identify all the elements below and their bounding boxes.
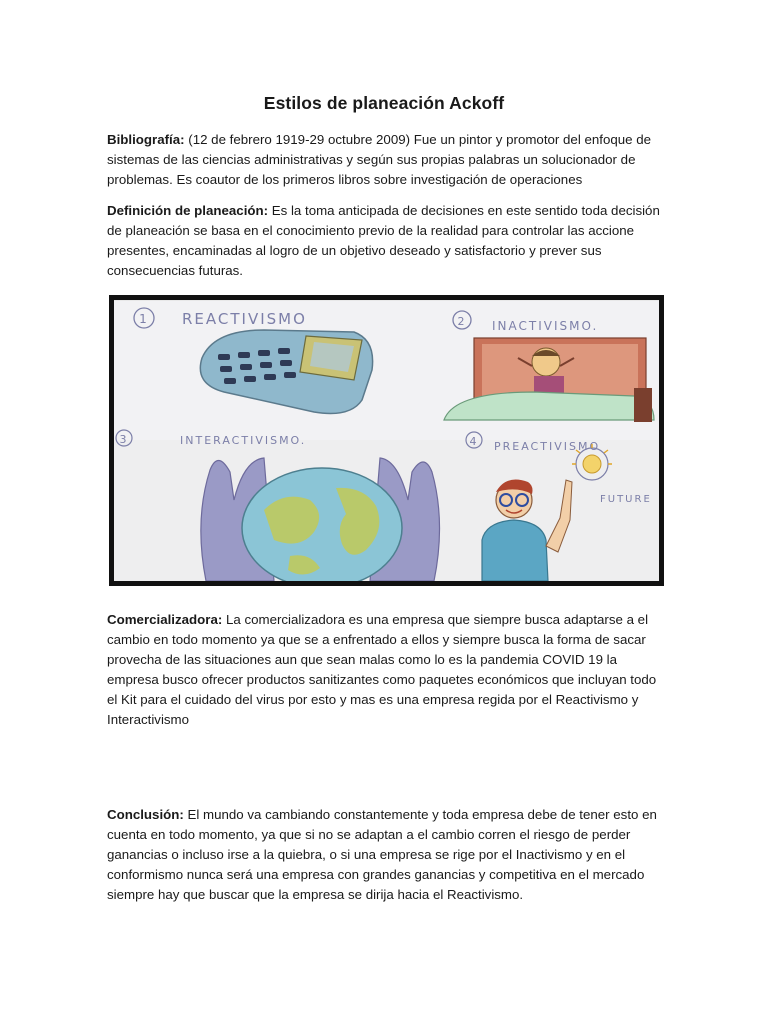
panel-number: 2 xyxy=(457,315,467,328)
definition-paragraph xyxy=(107,201,667,281)
panel-number: 3 xyxy=(119,433,129,446)
biography-text: (12 de febrero 1919-29 octubre 2009) Fue un pintor y promotor del enfoque de sistemas de las ciencias administrativas y según sus propias palabras un solucionador de problemas. Es coautor de los primeros libros sobre investigación de operaciones xyxy=(107,132,652,187)
page-title: Estilos de planeación Ackoff xyxy=(263,93,505,113)
definition-label: Definición de planeación: xyxy=(107,203,269,218)
panel-number: 1 xyxy=(139,312,149,326)
comercializadora-label: Comercializadora: xyxy=(107,612,223,627)
biography-label: Bibliografía: xyxy=(107,132,185,147)
comercializadora-text: La comercializadora es una empresa que siempre busca adaptarse a el cambio en todo momento ya que se a enfrentado a ellos y siempre busca la forma de sacar provecha de las situaciones aun que sean malas como lo es la pandemia COVID 19 la empresa busco ofrecer productos sanitizantes como paquetes económicos que incluyan todo el Kit para el cuidado del virus por esto y mas es una empresa regida por el Reactivismo y Interactivismo xyxy=(107,612,657,727)
future-label: FUTURE xyxy=(600,494,652,505)
planning-styles-drawing xyxy=(114,300,659,581)
panel-label: PREACTIVISMO xyxy=(494,440,601,453)
panel-label: INACTIVISMO. xyxy=(492,319,599,333)
panel-label: REACTIVISMO xyxy=(182,310,307,328)
conclusion-label: Conclusión: xyxy=(107,807,184,822)
conclusion-paragraph xyxy=(107,805,667,905)
bed-drawing xyxy=(444,338,654,422)
biography-paragraph xyxy=(107,130,667,190)
panel-number: 4 xyxy=(469,435,479,448)
hand-drawn-figure xyxy=(109,295,664,586)
panel-label: INTERACTIVISMO. xyxy=(180,434,307,447)
comercializadora-paragraph xyxy=(107,610,667,730)
definition-text: Es la toma anticipada de decisiones en este sentido toda decisión de planeación se basa en el conocimiento previo de la realidad para controlar las accione presentes, encaminadas al logro de un objetivo deseado y satisfactorio y prever sus consecuencias futuras. xyxy=(107,203,660,278)
conclusion-text: El mundo va cambiando constantemente y toda empresa debe de tener esto en cuenta en todo momento, ya que si no se adaptan a el cambio corren el riesgo de perder ganancias o incluso irse a la quiebra, o si una empresa se rige por el Inactivismo y en el conformismo nunca será una empresa con grandes ganancias y competitiva en el mercado siempre hay que buscar que la empresa se dirija hacia el Reactivismo. xyxy=(107,807,657,902)
